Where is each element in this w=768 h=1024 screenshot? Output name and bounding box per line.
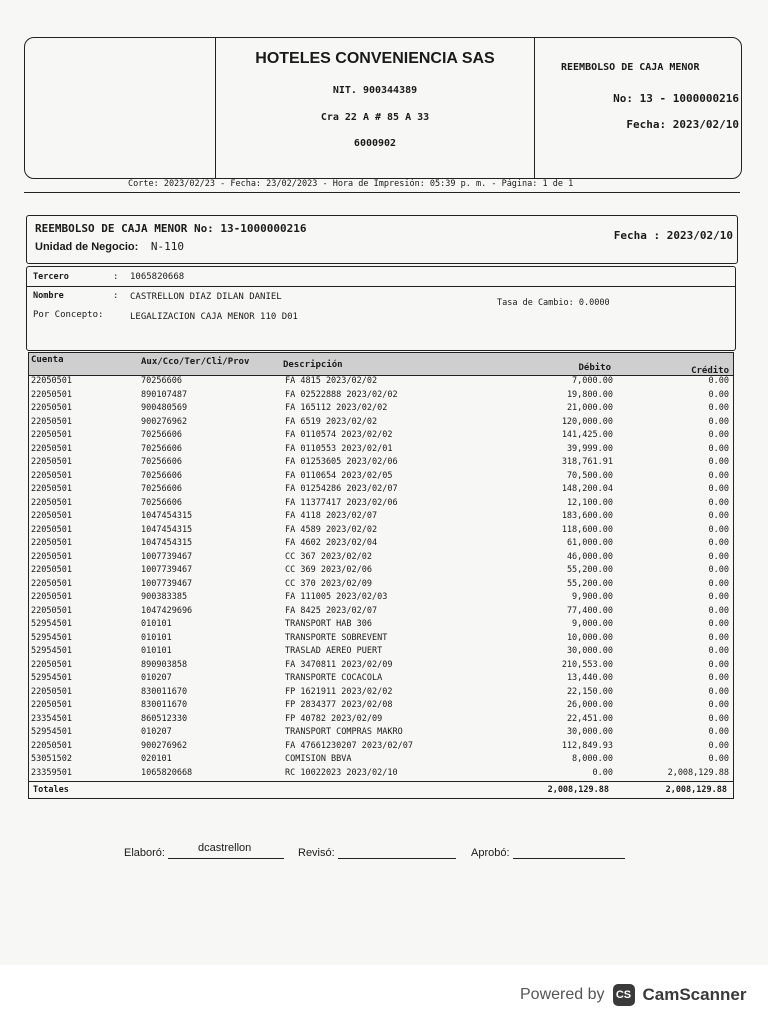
table-row (29, 591, 733, 605)
table-row (29, 699, 733, 713)
cell-cuenta: 22050501 (31, 740, 72, 751)
cell-descripcion: FA 165112 2023/02/02 (285, 403, 388, 413)
cell-descripcion: FA 4815 2023/02/02 (285, 376, 378, 386)
cell-aux: 010101 (141, 632, 172, 643)
table-row (29, 537, 733, 551)
cell-cuenta: 52954501 (31, 673, 72, 683)
cell-credito: 0.00 (708, 443, 729, 454)
cell-credito: 0.00 (708, 578, 729, 589)
cell-debito: 9,900.00 (572, 592, 613, 602)
cell-debito: 112,849.93 (561, 740, 613, 751)
cell-credito: 0.00 (708, 497, 729, 508)
table-row (29, 375, 733, 389)
cell-cuenta: 22050501 (31, 524, 72, 535)
cell-aux: 70256606 (141, 430, 182, 440)
table-row (29, 524, 733, 538)
reviso-line (338, 846, 456, 859)
cell-credito: 0.00 (708, 754, 729, 764)
cell-aux: 1047454315 (141, 511, 193, 521)
elaboro-label: Elaboró: (124, 847, 165, 859)
table-row (29, 483, 733, 497)
table-row (29, 618, 733, 632)
cell-cuenta: 23359501 (31, 767, 72, 778)
cell-cuenta: 22050501 (31, 592, 72, 602)
aprobo-line (513, 846, 625, 859)
cell-debito: 318,761.91 (561, 457, 613, 467)
table-row (29, 564, 733, 578)
cell-aux: 010207 (141, 673, 172, 683)
cell-descripcion: FA 01253605 2023/02/06 (285, 457, 398, 467)
cell-descripcion: FA 0110574 2023/02/02 (285, 430, 393, 440)
cell-descripcion: COMISION BBVA (285, 754, 352, 764)
cell-cuenta: 23354501 (31, 713, 72, 724)
table-body (29, 375, 733, 780)
cell-credito: 0.00 (708, 727, 729, 737)
cell-credito: 0.00 (708, 700, 729, 710)
cell-cuenta: 22050501 (31, 389, 72, 400)
doc-number: No: 13 - 1000000216 (613, 92, 739, 105)
cell-credito: 0.00 (708, 551, 729, 562)
elaboro-value: dcastrellon (198, 842, 252, 854)
table-row (29, 443, 733, 457)
header-aux: Aux/Cco/Ter/Cli/Prov (141, 357, 250, 367)
table-row (29, 686, 733, 700)
cell-descripcion: TRANSPORTE SOBREVENT (285, 632, 388, 643)
company-nit: NIT. 900344389 (332, 85, 418, 96)
cell-descripcion: FA 3470811 2023/02/09 (285, 659, 393, 670)
summary-date: Fecha : 2023/02/10 (613, 229, 733, 242)
cell-aux: 1007739467 (141, 551, 193, 562)
cell-credito: 0.00 (708, 484, 729, 494)
cell-descripcion: FA 11377417 2023/02/06 (285, 497, 398, 508)
cell-cuenta: 52954501 (31, 619, 72, 629)
table-row (29, 767, 733, 781)
cell-aux: 020101 (141, 754, 172, 764)
concepto-label: Por Concepto: (33, 310, 104, 320)
cell-credito: 0.00 (708, 740, 729, 751)
aprobo-field (471, 846, 625, 859)
cell-cuenta: 22050501 (31, 470, 72, 481)
cell-aux: 1047454315 (141, 524, 193, 535)
table-row (29, 497, 733, 511)
header-credito: Crédito (691, 366, 729, 376)
table-row (29, 402, 733, 416)
header-debito: Débito (578, 363, 611, 373)
cell-descripcion: FP 40782 2023/02/09 (285, 713, 383, 724)
colon: : (113, 291, 119, 301)
unit-label: Unidad de Negocio: (35, 241, 139, 253)
cell-descripcion: FA 4602 2023/02/04 (285, 538, 378, 548)
cell-debito: 55,200.00 (566, 565, 613, 575)
cell-aux: 1065820668 (141, 767, 193, 778)
divider (27, 286, 735, 287)
header-descripcion: Descripción (283, 360, 343, 370)
cell-cuenta: 22050501 (31, 403, 72, 413)
totals-label: Totales (33, 785, 69, 795)
table-row (29, 470, 733, 484)
table-row (29, 740, 733, 754)
cell-aux: 830011670 (141, 700, 188, 710)
company-phone: 6000902 (353, 138, 397, 149)
cell-aux: 70256606 (141, 376, 182, 386)
table-row (29, 578, 733, 592)
table-row (29, 456, 733, 470)
cell-debito: 7,000.00 (572, 376, 613, 386)
cell-cuenta: 53051502 (31, 754, 72, 764)
table-row (29, 416, 733, 430)
cell-credito: 0.00 (708, 632, 729, 643)
cell-debito: 148,200.04 (561, 484, 613, 494)
cell-cuenta: 22050501 (31, 538, 72, 548)
cell-cuenta: 22050501 (31, 443, 72, 454)
cell-debito: 141,425.00 (561, 430, 613, 440)
cell-descripcion: FP 1621911 2023/02/02 (285, 686, 393, 697)
nombre-value: CASTRELLON DIAZ DILAN DANIEL (130, 292, 282, 302)
cell-debito: 22,150.00 (566, 686, 613, 697)
cell-cuenta: 22050501 (31, 484, 72, 494)
cell-descripcion: RC 10022023 2023/02/10 (285, 767, 398, 778)
cell-aux: 890903858 (141, 659, 188, 670)
cell-credito: 0.00 (708, 511, 729, 521)
table-row (29, 605, 733, 619)
company-info (215, 38, 535, 178)
table-row (29, 645, 733, 659)
cell-debito: 19,800.00 (566, 389, 613, 400)
cell-descripcion: TRANSPORTE COCACOLA (285, 673, 383, 683)
tercero-value: 1065820668 (130, 272, 185, 282)
cell-cuenta: 22050501 (31, 430, 72, 440)
cell-credito: 0.00 (708, 673, 729, 683)
exchange-rate: Tasa de Cambio: 0.0000 (497, 298, 610, 308)
cell-cuenta: 22050501 (31, 605, 72, 616)
cell-descripcion: FA 4589 2023/02/02 (285, 524, 378, 535)
cell-credito: 0.00 (708, 605, 729, 616)
cell-aux: 70256606 (141, 497, 182, 508)
document-header (24, 37, 742, 179)
table-row (29, 510, 733, 524)
cell-aux: 890107487 (141, 389, 188, 400)
cell-aux: 860512330 (141, 713, 188, 724)
cell-debito: 13,440.00 (566, 673, 613, 683)
cell-debito: 118,600.00 (561, 524, 613, 535)
cell-cuenta: 22050501 (31, 578, 72, 589)
cell-debito: 22,451.00 (566, 713, 613, 724)
colon: : (113, 272, 119, 282)
cell-descripcion: CC 370 2023/02/09 (285, 578, 372, 589)
cell-aux: 1047454315 (141, 538, 193, 548)
cell-descripcion: CC 367 2023/02/02 (285, 551, 372, 562)
aprobo-label: Aprobó: (471, 847, 510, 859)
cell-cuenta: 22050501 (31, 497, 72, 508)
cell-aux: 900480569 (141, 403, 188, 413)
cell-credito: 0.00 (708, 592, 729, 602)
cell-credito: 2,008,129.88 (667, 767, 729, 778)
cell-debito: 12,100.00 (566, 497, 613, 508)
cell-credito: 0.00 (708, 619, 729, 629)
cell-aux: 010101 (141, 619, 172, 629)
cell-descripcion: TRASLAD AEREO PUERT (285, 646, 383, 656)
camscanner-brand: CamScanner (642, 985, 747, 1004)
cell-aux: 010207 (141, 727, 172, 737)
total-credit: 2,008,129.88 (665, 785, 727, 795)
cell-cuenta: 22050501 (31, 376, 72, 386)
cell-cuenta: 22050501 (31, 551, 72, 562)
cell-cuenta: 22050501 (31, 457, 72, 467)
cell-descripcion: FA 6519 2023/02/02 (285, 416, 378, 427)
nombre-label: Nombre (33, 291, 64, 301)
summary-title: REEMBOLSO DE CAJA MENOR No: 13-1000000216 (35, 222, 307, 235)
cell-debito: 0.00 (592, 767, 613, 778)
cell-credito: 0.00 (708, 659, 729, 670)
table-row (29, 551, 733, 565)
cell-credito: 0.00 (708, 646, 729, 656)
reviso-field (298, 846, 456, 859)
cell-descripcion: FA 01254286 2023/02/07 (285, 484, 398, 494)
totals-row (29, 781, 733, 798)
cell-cuenta: 52954501 (31, 646, 72, 656)
cell-cuenta: 22050501 (31, 659, 72, 670)
cell-credito: 0.00 (708, 416, 729, 427)
cell-cuenta: 52954501 (31, 727, 72, 737)
company-address: Cra 22 A # 85 A 33 (320, 112, 430, 123)
cell-credito: 0.00 (708, 470, 729, 481)
cell-descripcion: FA 111005 2023/02/03 (285, 592, 388, 602)
company-name: HOTELES CONVENIENCIA SAS (255, 50, 495, 67)
cell-aux: 70256606 (141, 484, 182, 494)
cell-credito: 0.00 (708, 389, 729, 400)
total-debit: 2,008,129.88 (547, 785, 609, 795)
summary-box (26, 215, 738, 264)
cell-debito: 46,000.00 (566, 551, 613, 562)
cell-descripcion: TRANSPORT COMPRAS MAKRO (285, 727, 403, 737)
cell-aux: 70256606 (141, 470, 182, 481)
cell-aux: 830011670 (141, 686, 188, 697)
cell-debito: 9,000.00 (572, 619, 613, 629)
cell-descripcion: FA 0110654 2023/02/05 (285, 470, 393, 481)
cell-debito: 30,000.00 (566, 646, 613, 656)
divider (24, 192, 740, 193)
cell-debito: 120,000.00 (561, 416, 613, 427)
cell-cuenta: 22050501 (31, 511, 72, 521)
cell-credito: 0.00 (708, 713, 729, 724)
party-box (26, 266, 736, 351)
table-row (29, 632, 733, 646)
cell-credito: 0.00 (708, 538, 729, 548)
cell-descripcion: FP 2834377 2023/02/08 (285, 700, 393, 710)
cell-debito: 77,400.00 (566, 605, 613, 616)
cell-credito: 0.00 (708, 565, 729, 575)
cell-debito: 8,000.00 (572, 754, 613, 764)
cell-cuenta: 52954501 (31, 632, 72, 643)
cell-descripcion: TRANSPORT HAB 306 (285, 619, 372, 629)
table-row (29, 672, 733, 686)
cell-cuenta: 22050501 (31, 700, 72, 710)
cell-debito: 39,999.00 (566, 443, 613, 454)
cell-cuenta: 22050501 (31, 416, 72, 427)
cell-descripcion: FA 4118 2023/02/07 (285, 511, 378, 521)
cell-credito: 0.00 (708, 430, 729, 440)
cell-aux: 900276962 (141, 416, 188, 427)
camscanner-logo-icon: CS (613, 984, 635, 1006)
table-row (29, 726, 733, 740)
table-header (29, 353, 733, 376)
cell-aux: 1047429696 (141, 605, 193, 616)
table-row (29, 713, 733, 727)
cell-debito: 210,553.00 (561, 659, 613, 670)
cell-cuenta: 22050501 (31, 686, 72, 697)
cell-debito: 70,500.00 (566, 470, 613, 481)
cell-credito: 0.00 (708, 403, 729, 413)
cell-debito: 21,000.00 (566, 403, 613, 413)
entries-table (28, 352, 734, 799)
table-row (29, 429, 733, 443)
doc-type: REEMBOLSO DE CAJA MENOR (561, 62, 700, 73)
cell-aux: 900383385 (141, 592, 188, 602)
elaboro-field (124, 842, 284, 859)
cell-debito: 55,200.00 (566, 578, 613, 589)
table-row (29, 389, 733, 403)
cell-descripcion: CC 369 2023/02/06 (285, 565, 372, 575)
header-cuenta: Cuenta (31, 355, 64, 365)
cell-debito: 183,600.00 (561, 511, 613, 521)
cell-debito: 26,000.00 (566, 700, 613, 710)
cell-debito: 10,000.00 (566, 632, 613, 643)
cell-credito: 0.00 (708, 376, 729, 386)
cell-credito: 0.00 (708, 686, 729, 697)
cell-debito: 61,000.00 (566, 538, 613, 548)
concepto-value: LEGALIZACION CAJA MENOR 110 D01 (130, 312, 298, 322)
document-meta (535, 38, 741, 178)
table-row (29, 659, 733, 673)
cell-aux: 010101 (141, 646, 172, 656)
cell-debito: 30,000.00 (566, 727, 613, 737)
cell-descripcion: FA 0110553 2023/02/01 (285, 443, 393, 454)
unit-value: N-110 (150, 240, 185, 253)
cell-descripcion: FA 8425 2023/02/07 (285, 605, 378, 616)
doc-date: Fecha: 2023/02/10 (626, 118, 739, 131)
reviso-label: Revisó: (298, 847, 335, 859)
table-row (29, 753, 733, 767)
cell-aux: 70256606 (141, 443, 182, 454)
cell-cuenta: 22050501 (31, 565, 72, 575)
cell-aux: 70256606 (141, 457, 182, 467)
cell-aux: 900276962 (141, 740, 188, 751)
cell-aux: 1007739467 (141, 565, 193, 575)
print-info: Corte: 2023/02/23 - Fecha: 23/02/2023 - Hora de Impresión: 05:39 p. m. - Página: 1 de 1 (128, 179, 574, 189)
cell-descripcion: FA 02522888 2023/02/02 (285, 389, 398, 400)
cell-aux: 1007739467 (141, 578, 193, 589)
cell-credito: 0.00 (708, 457, 729, 467)
camscanner-footer (520, 984, 746, 1006)
cell-descripcion: FA 47661230207 2023/02/07 (285, 740, 413, 751)
cell-credito: 0.00 (708, 524, 729, 535)
powered-by-text: Powered by (520, 986, 605, 1003)
tercero-label: Tercero (33, 272, 69, 282)
